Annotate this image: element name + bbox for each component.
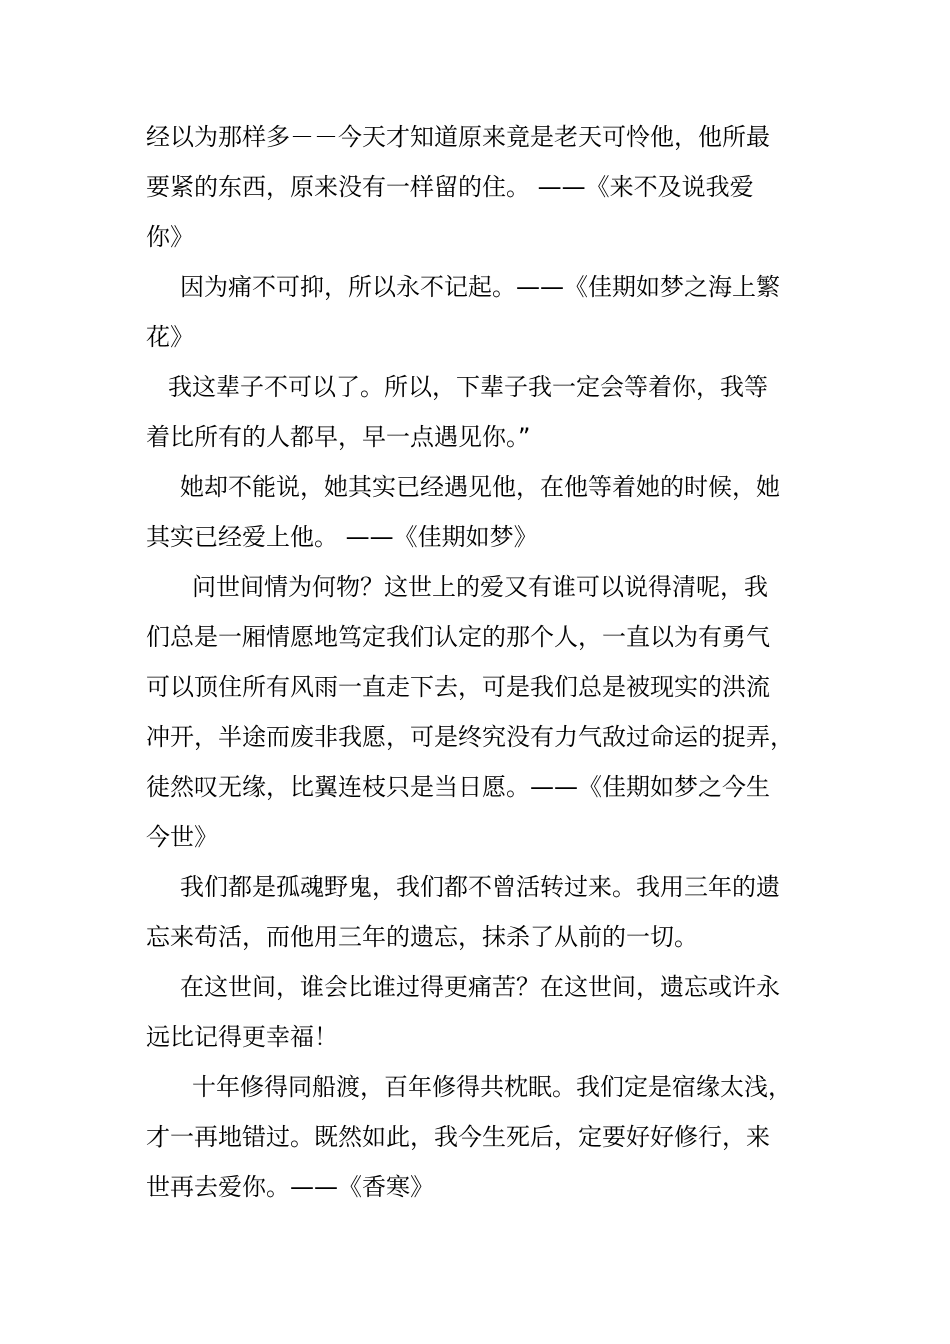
document-body [146,112,812,1212]
text-line: 你》 [146,223,194,251]
text-line: 因为痛不可抑，所以永不记起。——《佳期如梦之海上繁 [180,273,780,301]
text-line: 问世间情为何物？这世上的爱又有谁可以说得清呢，我 [192,573,768,601]
text-line: 才一再地错过。既然如此，我今生死后，定要好好修行，来 [146,1123,770,1151]
text-line: 们总是一厢情愿地笃定我们认定的那个人，一直以为有勇气 [146,623,770,651]
text-line: 花》 [146,323,194,351]
text-line: 忘来苟活，而他用三年的遗忘，抹杀了从前的一切。 [146,923,698,951]
text-line: 可以顶住所有风雨一直走下去，可是我们总是被现实的洪流 [146,673,770,701]
text-line: 她却不能说，她其实已经遇见他，在他等着她的时候，她 [180,473,780,501]
paragraph-7 [146,962,812,1062]
text-line: 着比所有的人都早，早一点遇见你。” [146,423,531,451]
text-line: 我这辈子不可以了。所以，下辈子我一定会等着你，我等 [168,373,768,401]
paragraph-2 [146,262,812,362]
text-line: 远比记得更幸福！ [146,1023,338,1051]
text-line: 我们都是孤魂野鬼，我们都不曾活转过来。我用三年的遗 [180,873,780,901]
text-line: 其实已经爱上他。 ——《佳期如梦》 [146,523,538,551]
text-line: 十年修得同船渡，百年修得共枕眠。我们定是宿缘太浅， [192,1073,792,1101]
text-line: 要紧的东西，原来没有一样留的住。 ——《来不及说我爱 [146,173,754,201]
text-line: 今世》 [146,823,218,851]
text-line: 经以为那样多－－今天才知道原来竟是老天可怜他，他所最 [146,123,770,151]
paragraph-1 [146,112,812,262]
text-line: 世再去爱你。——《香寒》 [146,1173,434,1201]
paragraph-6 [146,862,812,962]
text-line: 徒然叹无缘，比翼连枝只是当日愿。——《佳期如梦之今生 [146,773,770,801]
paragraph-4 [146,462,812,562]
text-line: 冲开，半途而废非我愿，可是终究没有力气敌过命运的捉弄， [146,723,794,751]
paragraph-5 [146,562,812,862]
text-line: 在这世间，谁会比谁过得更痛苦？在这世间，遗忘或许永 [180,973,780,1001]
paragraph-3 [146,362,812,462]
paragraph-8 [146,1062,812,1212]
